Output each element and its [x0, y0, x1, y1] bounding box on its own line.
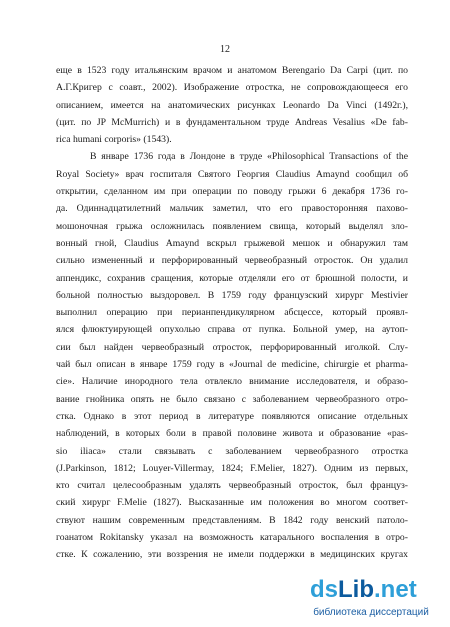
logo-part-ds: ds — [310, 576, 339, 603]
text-line: наблюдений, в которых боли в правой половине живота и образование «pas- — [56, 428, 408, 440]
text-line: гоанатом Rokitansky указал на возможность катарального воспаления в отро- — [56, 532, 408, 544]
text-line: Royal Society» врач госпиталя Святого Георгия Claudius Amaynd сообщил об — [56, 168, 408, 180]
watermark-caption: библиотека диссертаций — [313, 607, 429, 618]
text-line: аппендикс, сохранив сращения, которые отделяли его от брюшной полости, и — [56, 272, 408, 284]
text-line: еще в 1523 году итальянским врачом и анатомом Berengario Da Carpi (цит. по — [56, 65, 408, 76]
text-line: сильно измененный и перфорированный червеобразный отросток. Он удалил — [56, 255, 408, 267]
text-line: cie». Наличие инородного тела отвлекло внимание исследователя, и образо- — [56, 376, 408, 388]
text-line: открытии, сделанном им при операции по поводу грыжи 6 декабря 1736 го- — [56, 186, 408, 198]
text-line: ский хирург F.Melie (1827). Высказанные им положения во многом соответ- — [56, 497, 408, 509]
text-line: rica humani corporis» (1543). — [56, 134, 172, 146]
dslib-watermark — [302, 578, 440, 622]
text-line: ялся флюктуирующей опухолью справа от пупка. Больной умер, на аутоп- — [56, 324, 408, 336]
text-line: чай был описан в январе 1759 году в «Journal de medicine, chirurgie et pharma- — [56, 359, 408, 371]
text-line: мошоночная грыжа осложнилась появлением свища, который выделял зло- — [56, 220, 408, 232]
paragraph-2 — [56, 148, 408, 563]
text-line: описанием, имеется на анатомических рисунках Leonardo Da Vinci (1492г.), — [56, 99, 408, 111]
text-line: выполнил операцию при перианпендикулярном абсцессе, который проявл- — [56, 307, 408, 319]
text-line: сии был найден червеобразный отросток, перфорированный иголкой. Слу- — [56, 341, 408, 353]
text-line: вание гнойника опять не было связано с заболеванием червеобразного отро- — [56, 393, 408, 405]
logo-part-lib: Lib — [338, 576, 375, 603]
text-line: (J.Parkinson, 1812; Louyer-Villermay, 1824; F.Melier, 1827). Одним из первых, — [56, 462, 408, 474]
logo-part-net: .net — [374, 576, 417, 603]
text-line: вонный гной, Claudius Amaynd вскрыл грыжевой мешок и обнаружил там — [56, 237, 408, 249]
document-body — [56, 62, 408, 564]
text-line: стка. Однако в этот период в литературе появляются описание отдельных — [56, 410, 408, 422]
text-line: (цит. по JP McMurrich) и в фундаментальном труде Andreas Vesalius «De fab- — [56, 116, 408, 128]
text-line: ствуют нашим современным представлениям. В 1842 году венский патоло- — [56, 514, 408, 526]
dslib-logo — [310, 576, 417, 604]
text-line: В январе 1736 года в Лондоне в труде «Philosophical Transactions of the — [90, 151, 408, 163]
page-number: 12 — [220, 44, 230, 55]
text-line: больной полностью выздоровел. В 1759 году французский хирург Mestivier — [56, 289, 408, 301]
text-line: да. Одиннадцатилетний мальчик заметил, что его правосторонняя паховo- — [56, 203, 408, 215]
paragraph-1 — [56, 62, 408, 148]
text-line: sio iliaca» стали связывать с заболеванием червеобразного отростка — [56, 445, 408, 457]
text-line: кто считал целесообразным удалять червеобразный отросток, был француз- — [56, 480, 408, 492]
text-line: стке. К сожалению, эти воззрения не имели поддержки в медицинских кругах — [56, 549, 408, 561]
text-line: А.Г.Кригер с соавт., 2002). Изображение отростка, не сопровождающееся его — [56, 82, 408, 94]
